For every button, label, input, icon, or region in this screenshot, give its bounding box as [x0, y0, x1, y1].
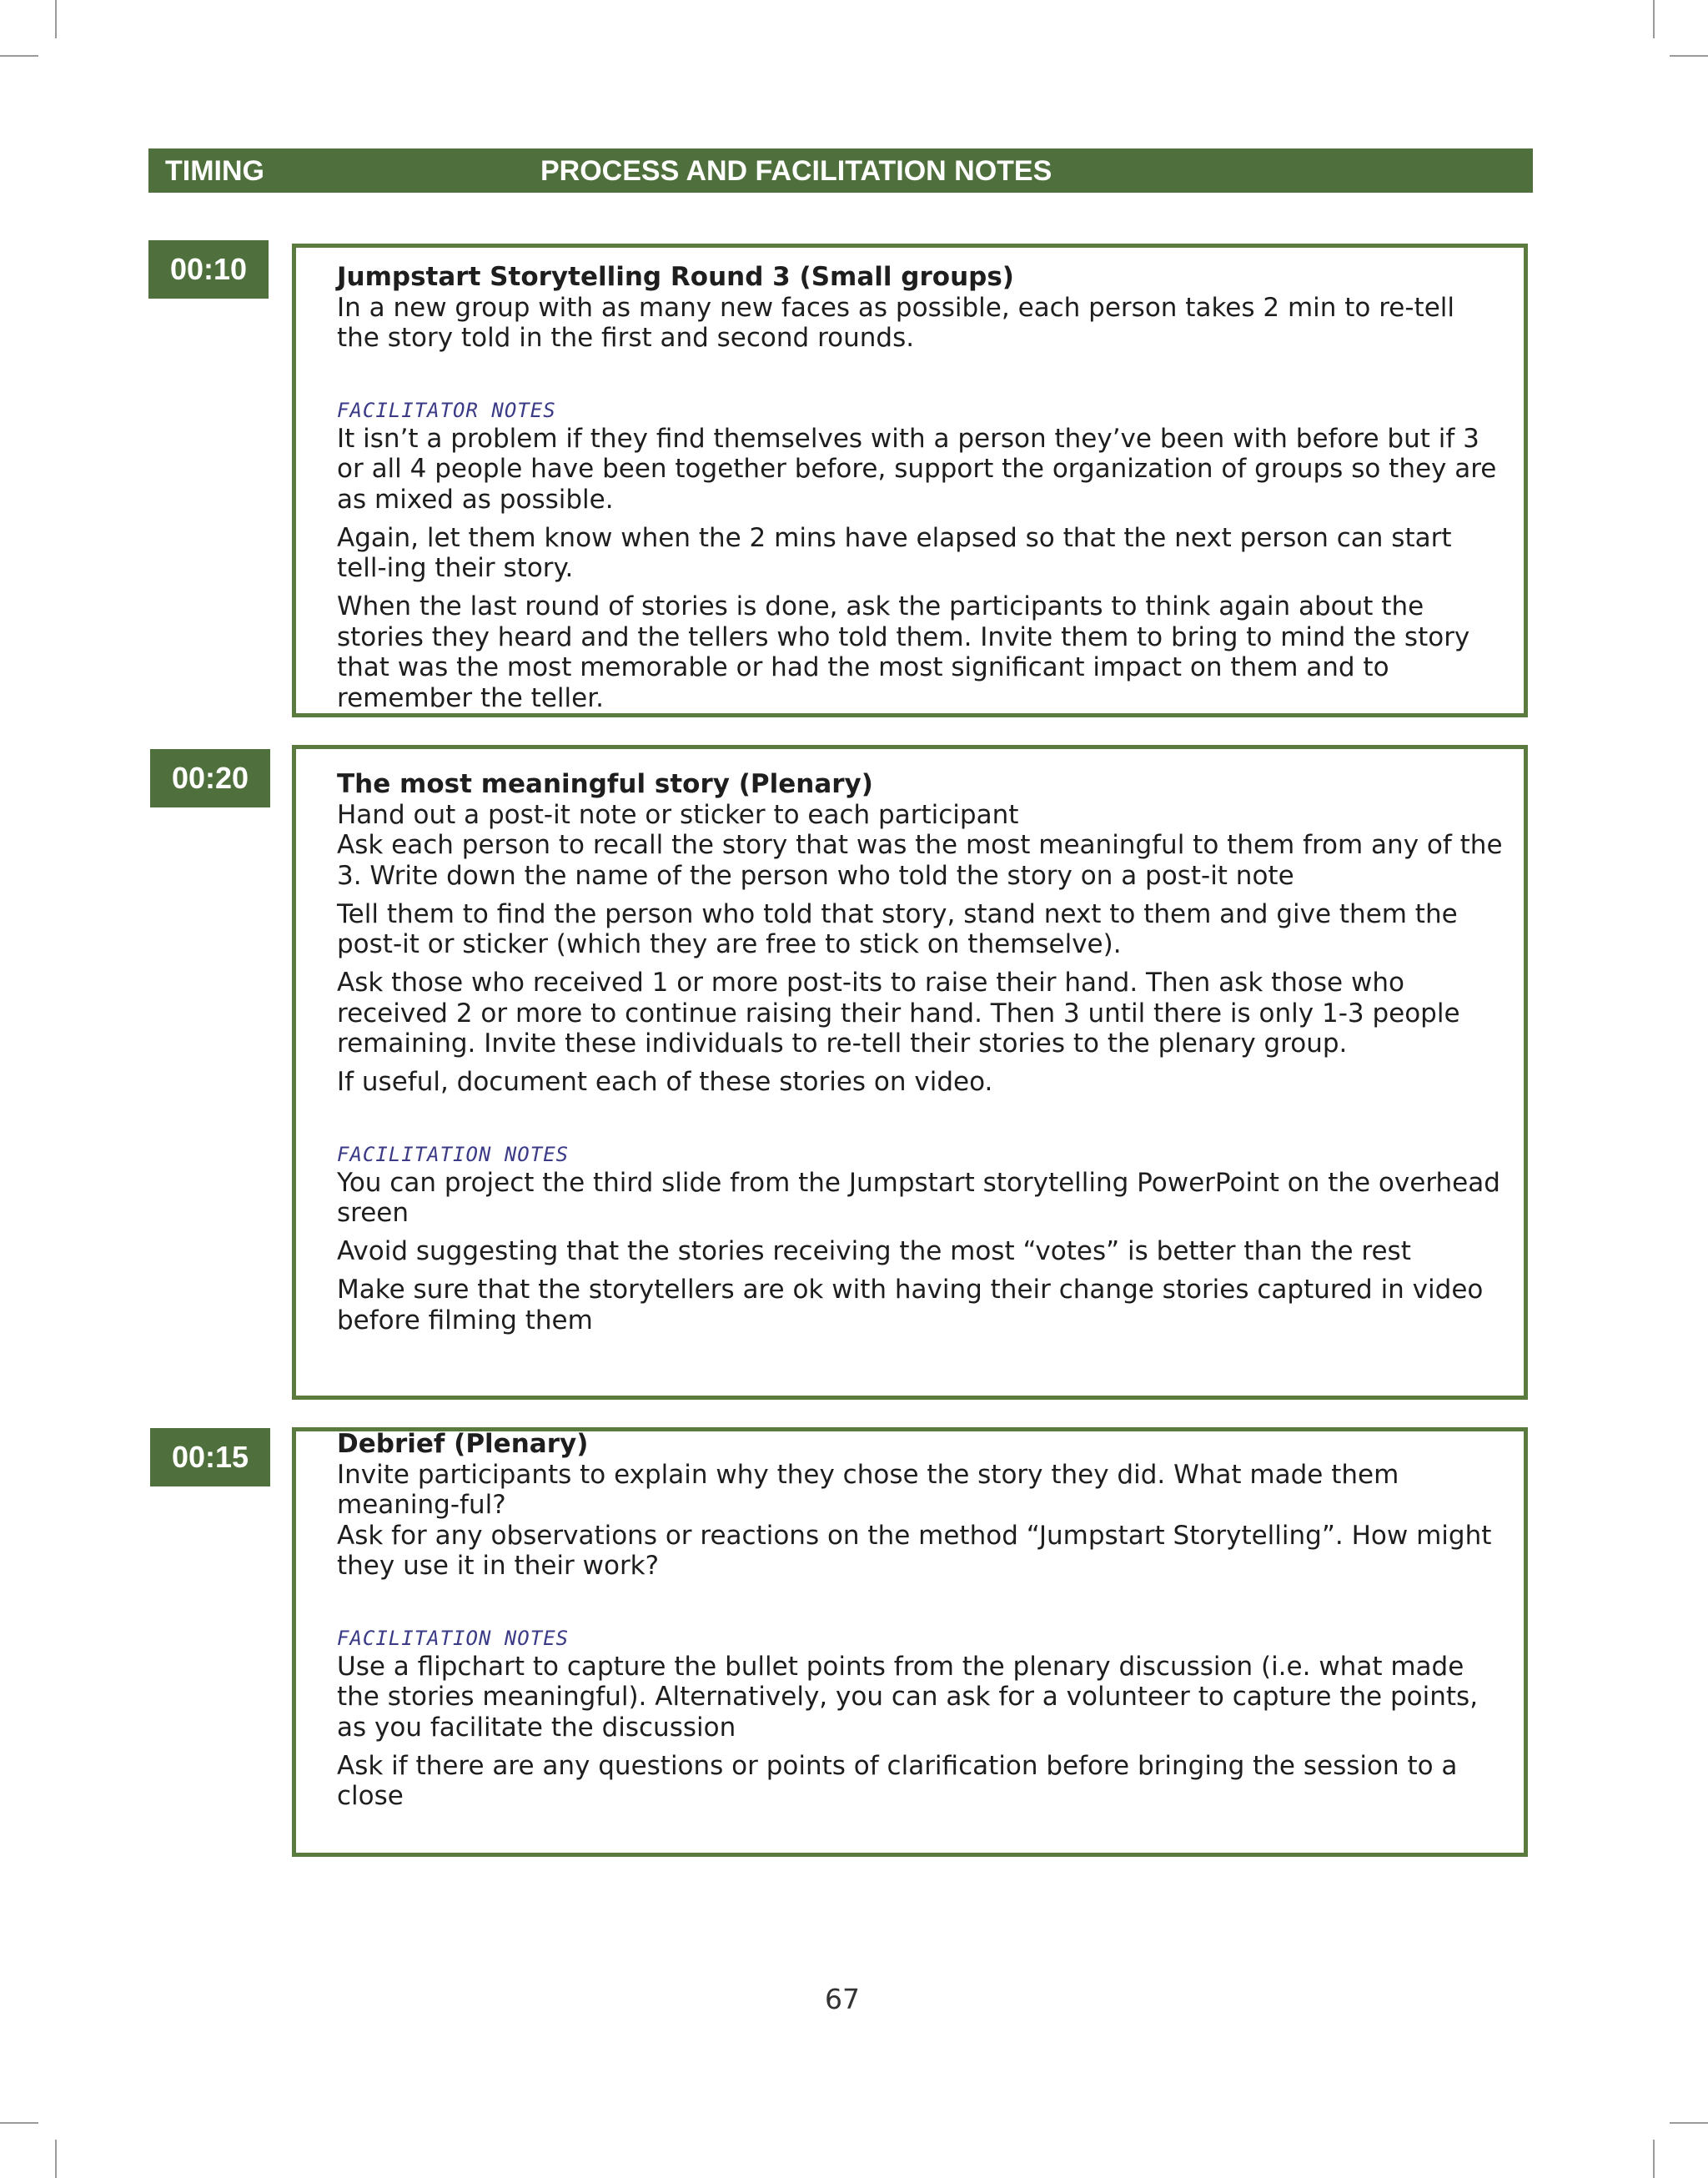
section-paragraph: Ask each person to recall the story that was the most meaningful to them from any of the 3. Write down the name of the person who told the story on a post-it note	[337, 830, 1503, 891]
time-badge: 00:10	[148, 240, 269, 299]
section-paragraph: Tell them to find the person who told that story, stand next to them and give them the post-it or sticker (which they are free to stick on themselve).	[337, 898, 1458, 959]
crop-mark	[1670, 2122, 1708, 2124]
section-title: Jumpstart Storytelling Round 3 (Small groups)	[337, 262, 1014, 292]
section-content	[337, 1429, 1505, 1812]
facilitation-notes-label: FACILITATION NOTES	[337, 1142, 570, 1166]
note-paragraph: Avoid suggesting that the stories receiving the most “votes” is better than the rest	[337, 1236, 1411, 1266]
time-badge: 00:15	[150, 1428, 270, 1486]
timing-header: TIMING	[165, 155, 264, 187]
section-paragraph: Hand out a post-it note or sticker to each participant	[337, 799, 1019, 830]
section-content	[337, 769, 1505, 1335]
crop-mark	[0, 2122, 38, 2124]
note-paragraph: You can project the third slide from the Jumpstart storytelling PowerPoint on the overhead sreen	[337, 1167, 1500, 1228]
page-number: 67	[825, 1983, 860, 2015]
section-paragraph: Ask those who received 1 or more post-its to raise their hand. Then ask those who received 2 or more to continue raising their hand. Then 3 until there is only 1-3 people remaining. Invite these individuals to re-tell their stories to the plenary group.	[337, 968, 1460, 1059]
section-title: The most meaningful story (Plenary)	[337, 769, 873, 799]
facilitator-notes-label: FACILITATOR NOTES	[337, 398, 556, 422]
note-paragraph: Ask if there are any questions or points of clarification before bringing the session to a close	[337, 1750, 1458, 1811]
note-paragraph: Use a flipchart to capture the bullet points from the plenary discussion (i.e. what made the stories meaningful). Alternatively, you can ask for a volunteer to capture the points, as you facilitate the discussion	[337, 1651, 1479, 1743]
section-title: Debrief (Plenary)	[337, 1429, 589, 1459]
crop-mark	[1653, 0, 1655, 38]
note-paragraph: It isn’t a problem if they find themselves with a person they’ve been with before but if 3 or all 4 people have been together before, support the organization of groups so they are as mixed as possible.	[337, 423, 1497, 515]
section-paragraph: Invite participants to explain why they chose the story they did. What made them meaning-ful?	[337, 1459, 1399, 1520]
time-badge: 00:20	[150, 749, 270, 807]
crop-mark	[55, 0, 57, 38]
section-paragraph: In a new group with as many new faces as possible, each person takes 2 min to re-tell the story told in the first and second rounds.	[337, 292, 1455, 353]
crop-mark	[55, 2140, 57, 2178]
facilitation-notes-label: FACILITATION NOTES	[337, 1626, 570, 1650]
note-paragraph: When the last round of stories is done, ask the participants to think again about the stories they heard and the tellers who told them. Invite them to bring to mind the story that was the most memorable or had the most significant impact on them and to remember the teller.	[337, 591, 1470, 713]
crop-mark	[1670, 55, 1708, 57]
section-paragraph: Ask for any observations or reactions on the method “Jumpstart Storytelling”. How might they use it in their work?	[337, 1520, 1492, 1581]
process-header: PROCESS AND FACILITATION NOTES	[540, 155, 1052, 187]
crop-mark	[1653, 2140, 1655, 2178]
crop-mark	[0, 55, 38, 57]
section-paragraph: If useful, document each of these stories on video.	[337, 1067, 993, 1097]
note-paragraph: Again, let them know when the 2 mins have elapsed so that the next person can start tell-ing their story.	[337, 522, 1452, 583]
section-content	[337, 262, 1505, 713]
table-header-bar	[148, 148, 1533, 193]
note-paragraph: Make sure that the storytellers are ok with having their change stories captured in video before filming them	[337, 1275, 1484, 1335]
